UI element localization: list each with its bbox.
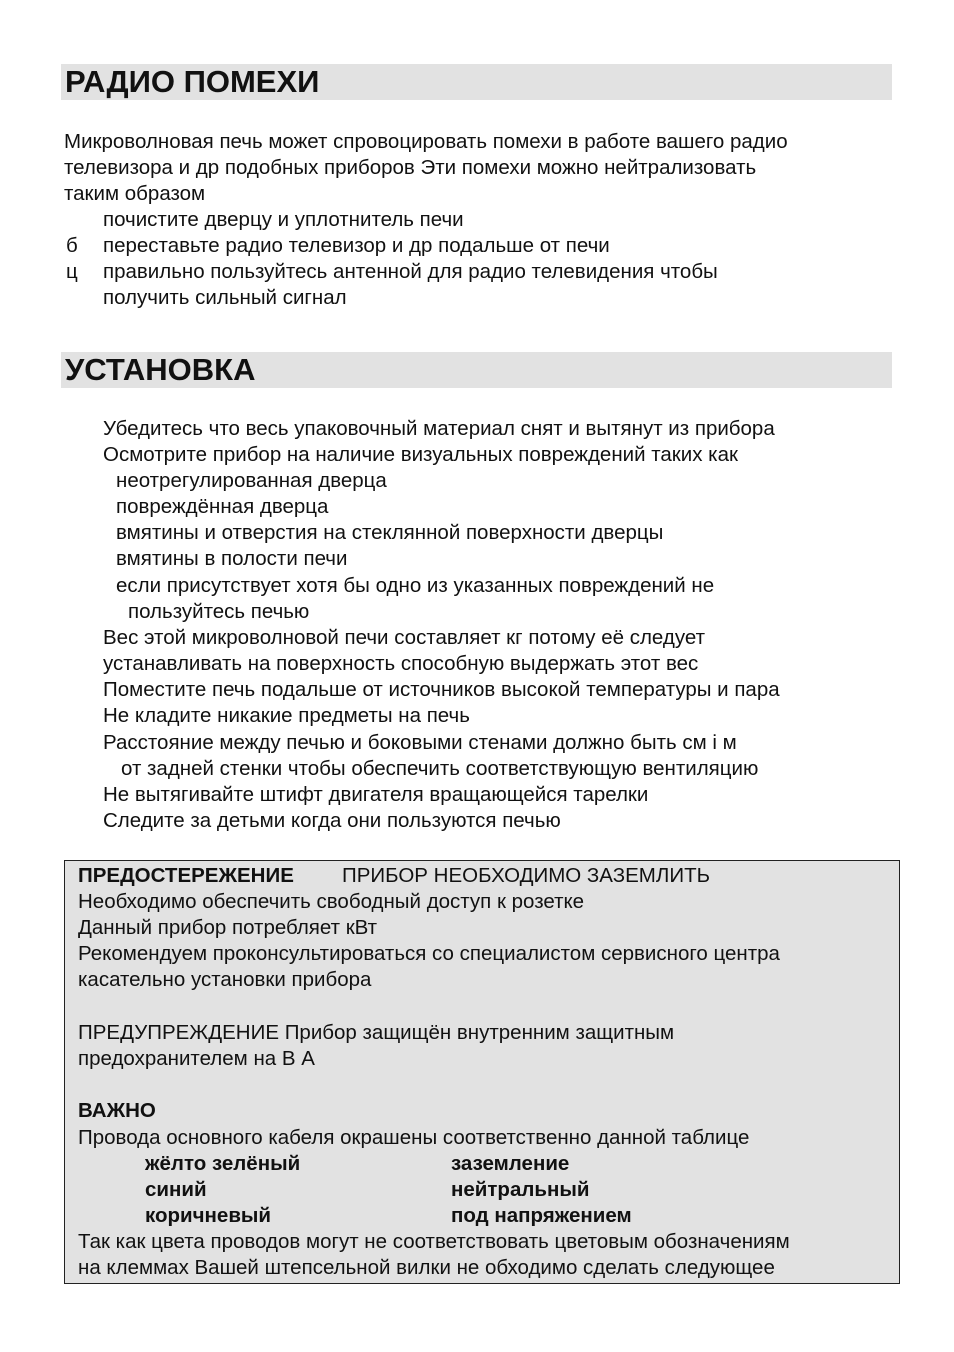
section-heading-radio-interference: РАДИО ПОМЕХИ <box>61 64 892 100</box>
wire-meaning: нейтральный <box>451 1178 590 1201</box>
intro-line: таким образом <box>64 182 206 205</box>
install-line: Осмотрите прибор на наличие визуальных повреждений таких как <box>103 443 738 466</box>
install-line: Поместите печь подальше от источников высокой температуры и пара <box>103 678 780 701</box>
list-item: правильно пользуйтесь антенной для радио телевидения чтобы <box>103 260 718 283</box>
intro-line: Микроволновая печь может спровоцировать помехи в работе вашего радио <box>64 130 788 153</box>
caution-line: касательно установки прибора <box>78 968 372 991</box>
warning-line: ПРЕДУПРЕЖДЕНИЕ Прибор защищён внутренним защитным <box>78 1021 675 1044</box>
install-subitem: неотрегулированная дверца <box>116 469 387 492</box>
list-marker: б <box>66 234 78 257</box>
wires-intro: Провода основного кабеля окрашены соответственно данной таблице <box>78 1126 750 1149</box>
closing-line: на клеммах Вашей штепсельной вилки не обходимо сделать следующее <box>78 1256 775 1279</box>
intro-line: телевизора и др подобных приборов Эти помехи можно нейтрализовать <box>64 156 757 179</box>
install-subitem: вмятины в полости печи <box>116 547 348 570</box>
caution-box <box>64 860 900 1284</box>
list-item: почистите дверцу и уплотнитель печи <box>103 208 464 231</box>
wire-color: жёлто зелёный <box>145 1152 301 1175</box>
install-subitem: пользуйтесь печью <box>128 600 310 623</box>
wire-color: коричневый <box>145 1204 272 1227</box>
install-line: Расстояние между печью и боковыми стенами должно быть см і м <box>103 731 737 754</box>
install-line: Вес этой микроволновой печи составляет кг потому её следует <box>103 626 705 649</box>
install-subitem: вмятины и отверстия на стеклянной поверхности дверцы <box>116 521 664 544</box>
caution-line: Рекомендуем проконсультироваться со специалистом сервисного центра <box>78 942 780 965</box>
warning-line: предохранителем на В А <box>78 1047 315 1070</box>
wire-meaning: под напряжением <box>451 1204 632 1227</box>
caution-label: ПРЕДОСТЕРЕЖЕНИЕ <box>78 864 294 887</box>
section-heading-installation: УСТАНОВКА <box>61 352 892 388</box>
install-subitem: если присутствует хотя бы одно из указанных повреждений не <box>116 574 715 597</box>
wire-meaning: заземление <box>451 1152 570 1175</box>
closing-line: Так как цвета проводов могут не соответствовать цветовым обозначениям <box>78 1230 790 1253</box>
install-line: от задней стенки чтобы обеспечить соответствующую вентиляцию <box>121 757 759 780</box>
install-line: устанавливать на поверхность способную выдержать этот вес <box>103 652 699 675</box>
list-item: переставьте радио телевизор и др подальше от печи <box>103 234 610 257</box>
caution-text: ПРИБОР НЕОБХОДИМО ЗАЗЕМЛИТЬ <box>342 864 711 887</box>
list-item: получить сильный сигнал <box>103 286 347 309</box>
important-label: ВАЖНО <box>78 1099 156 1122</box>
install-line: Не вытягивайте штифт двигателя вращающейся тарелки <box>103 783 649 806</box>
caution-line: Необходимо обеспечить свободный доступ к розетке <box>78 890 585 913</box>
list-marker: ц <box>66 260 78 283</box>
install-line: Убедитесь что весь упаковочный материал снят и вытянут из прибора <box>103 417 775 440</box>
wire-color: синий <box>145 1178 207 1201</box>
install-line: Не кладите никакие предметы на печь <box>103 704 470 727</box>
caution-line: Данный прибор потребляет кВт <box>78 916 378 939</box>
install-subitem: повреждённая дверца <box>116 495 329 518</box>
install-line: Следите за детьми когда они пользуются печью <box>103 809 561 832</box>
